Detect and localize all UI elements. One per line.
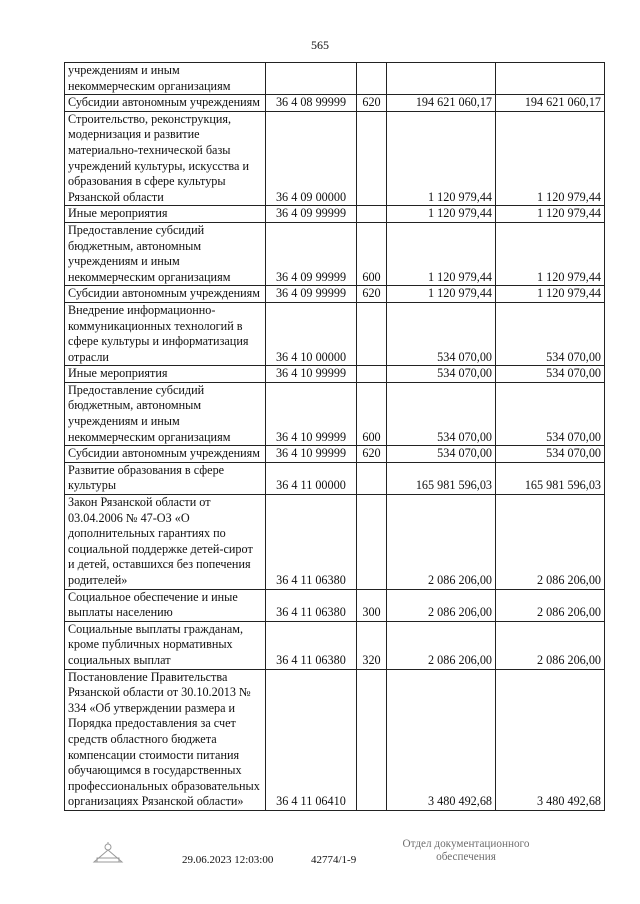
- row-vr: 620: [357, 446, 387, 463]
- row-code: 36 4 08 99999: [266, 95, 357, 112]
- row-sum-1: 534 070,00: [387, 302, 496, 365]
- row-name: Постановление Правительства Рязанской области от 30.10.2013 № 334 «Об утверждении размера и Порядка предоставления за счет средств областного бюджета компенсации стоимости питания обучающимся в государственных профессиональных образовательных организациях Рязанской области»: [65, 669, 266, 810]
- row-name: Субсидии автономным учреждениям: [65, 286, 266, 303]
- row-vr: 620: [357, 286, 387, 303]
- row-sum-2: 2 086 206,00: [496, 589, 605, 621]
- row-vr: [357, 495, 387, 590]
- row-sum-2: 534 070,00: [496, 382, 605, 445]
- page-number: 565: [311, 38, 329, 52]
- row-name: Предоставление субсидий бюджетным, автономным учреждениям и иным некоммерческим организациям: [65, 222, 266, 285]
- row-code: 36 4 09 00000: [266, 111, 357, 206]
- row-code: 36 4 11 00000: [266, 462, 357, 494]
- row-sum-2: 2 086 206,00: [496, 495, 605, 590]
- row-sum-1: 534 070,00: [387, 446, 496, 463]
- row-vr: 320: [357, 621, 387, 669]
- row-name: Социальное обеспечение и иные выплаты населению: [65, 589, 266, 621]
- row-code: 36 4 10 99999: [266, 382, 357, 445]
- row-name: Субсидии автономным учреждениям: [65, 95, 266, 112]
- table-row: [65, 302, 605, 365]
- table-row: [65, 206, 605, 223]
- row-sum-1: 2 086 206,00: [387, 621, 496, 669]
- table-row: [65, 462, 605, 494]
- row-sum-1: 1 120 979,44: [387, 111, 496, 206]
- budget-table: [64, 62, 605, 811]
- row-sum-2: 2 086 206,00: [496, 621, 605, 669]
- row-sum-2: [496, 63, 605, 95]
- row-sum-1: 3 480 492,68: [387, 669, 496, 810]
- row-name: Развитие образования в сфере культуры: [65, 462, 266, 494]
- row-vr: [357, 366, 387, 383]
- row-sum-1: 1 120 979,44: [387, 286, 496, 303]
- row-sum-1: 534 070,00: [387, 366, 496, 383]
- row-sum-2: 1 120 979,44: [496, 222, 605, 285]
- table-row: [65, 366, 605, 383]
- row-sum-2: 194 621 060,17: [496, 95, 605, 112]
- row-code: 36 4 11 06380: [266, 621, 357, 669]
- row-sum-1: 1 120 979,44: [387, 206, 496, 223]
- row-sum-1: 2 086 206,00: [387, 589, 496, 621]
- row-name: Предоставление субсидий бюджетным, автономным учреждениям и иным некоммерческим организациям: [65, 382, 266, 445]
- table-row: [65, 382, 605, 445]
- footer-doc-code: 42774/1-9: [311, 854, 357, 866]
- row-sum-1: 194 621 060,17: [387, 95, 496, 112]
- row-name: Строительство, реконструкция, модернизация и развитие материально-технической базы учреждений культуры, искусства и образования в сфере культуры Рязанской области: [65, 111, 266, 206]
- row-code: 36 4 10 99999: [266, 446, 357, 463]
- stamp-line-1: Отдел документационного: [402, 838, 530, 850]
- row-sum-2: 534 070,00: [496, 366, 605, 383]
- table-row: [65, 446, 605, 463]
- stamp: [366, 838, 566, 864]
- table-row: [65, 621, 605, 669]
- row-sum-1: 1 120 979,44: [387, 222, 496, 285]
- row-sum-2: 1 120 979,44: [496, 111, 605, 206]
- row-name: Внедрение информационно-коммуникационных технологий в сфере культуры и информатизация отрасли: [65, 302, 266, 365]
- row-code: 36 4 11 06380: [266, 589, 357, 621]
- row-sum-2: 3 480 492,68: [496, 669, 605, 810]
- row-sum-1: 2 086 206,00: [387, 495, 496, 590]
- row-sum-2: 534 070,00: [496, 302, 605, 365]
- row-code: 36 4 11 06380: [266, 495, 357, 590]
- table-row: [65, 95, 605, 112]
- row-sum-1: 165 981 596,03: [387, 462, 496, 494]
- row-sum-1: 534 070,00: [387, 382, 496, 445]
- row-name: Иные мероприятия: [65, 206, 266, 223]
- row-vr: [357, 462, 387, 494]
- row-vr: [357, 111, 387, 206]
- row-code: 36 4 09 99999: [266, 222, 357, 285]
- row-sum-2: 534 070,00: [496, 446, 605, 463]
- stamp-line-2: обеспечения: [436, 851, 496, 863]
- footer-date: 29.06.2023 12:03:00: [182, 854, 274, 866]
- row-sum-1: [387, 63, 496, 95]
- row-vr: [357, 63, 387, 95]
- row-vr: [357, 206, 387, 223]
- table-row: [65, 589, 605, 621]
- table-row: [65, 495, 605, 590]
- row-code: [266, 63, 357, 95]
- row-name: учреждениям и иным некоммерческим организациям: [65, 63, 266, 95]
- row-code: 36 4 10 00000: [266, 302, 357, 365]
- row-name: Иные мероприятия: [65, 366, 266, 383]
- row-vr: [357, 302, 387, 365]
- table-row: [65, 63, 605, 95]
- row-code: 36 4 11 06410: [266, 669, 357, 810]
- row-sum-2: 165 981 596,03: [496, 462, 605, 494]
- table-row: [65, 286, 605, 303]
- row-vr: 600: [357, 382, 387, 445]
- duma-emblem-icon: [88, 840, 128, 871]
- table-row: [65, 111, 605, 206]
- row-vr: [357, 669, 387, 810]
- row-vr: 600: [357, 222, 387, 285]
- table-row: [65, 669, 605, 810]
- row-sum-2: 1 120 979,44: [496, 206, 605, 223]
- row-code: 36 4 09 99999: [266, 206, 357, 223]
- row-code: 36 4 10 99999: [266, 366, 357, 383]
- row-sum-2: 1 120 979,44: [496, 286, 605, 303]
- row-name: Социальные выплаты гражданам, кроме публичных нормативных социальных выплат: [65, 621, 266, 669]
- row-code: 36 4 09 99999: [266, 286, 357, 303]
- row-name: Закон Рязанской области от 03.04.2006 № 47-ОЗ «О дополнительных гарантиях по социальной поддержке детей-сирот и детей, оставшихся без попечения родителей»: [65, 495, 266, 590]
- row-vr: 620: [357, 95, 387, 112]
- table-row: [65, 222, 605, 285]
- row-vr: 300: [357, 589, 387, 621]
- row-name: Субсидии автономным учреждениям: [65, 446, 266, 463]
